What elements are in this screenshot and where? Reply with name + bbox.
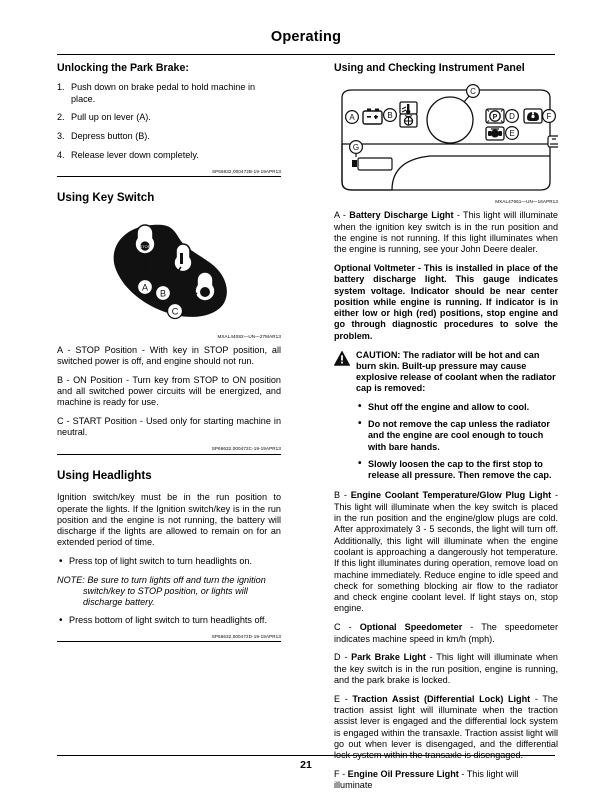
left-column <box>57 62 281 642</box>
instrument-entry-e: E - Traction Assist (Differential Lock) Light - The traction assist light will illuminate when the traction assist lever is engaged and the differential lock system is engaged within the transaxle. Traction assist light will go out when lever is disengaged, and the differential lock system within the transaxle is disengaged. <box>334 693 558 761</box>
callout-a <box>138 279 153 294</box>
park-brake-heading: Unlocking the Park Brake: <box>57 62 189 74</box>
page-header <box>57 30 555 46</box>
instrument-panel-diagram <box>334 82 558 198</box>
page-number: 21 <box>300 759 312 771</box>
right-column <box>334 62 558 792</box>
callout-c <box>168 303 183 318</box>
section-unlocking-park-brake <box>57 62 281 177</box>
instrument-entry-f: F - Engine Oil Pressure Light - This light will illuminate <box>334 769 519 791</box>
footer-divider <box>57 755 555 756</box>
list-item: • Press bottom of light switch to turn headlights off. <box>57 615 281 626</box>
engine-oil-pressure-light-icon <box>524 109 542 123</box>
section-divider <box>57 454 281 455</box>
section-divider <box>57 176 281 177</box>
entry-letter: E <box>334 693 341 704</box>
instrument-entry-d: D - Park Brake Light - This light will illuminate when the key switch is in the run position, engine is running, and the park brake is locked. <box>334 652 558 685</box>
battery-discharge-light-icon <box>363 109 382 125</box>
reference-code: SP66632,000472C-19-19APR13 <box>211 446 281 452</box>
callout-a <box>346 111 359 124</box>
instrument-entry-a: A - Battery Discharge Light - This light will illuminate when the ignition key switch is in the run position and the engine is not running. If this light illuminates when the engine is running, see your John Deere dealer. <box>334 210 558 255</box>
headlights-on-bullets <box>57 556 281 567</box>
caution-bullets <box>356 402 558 482</box>
auxiliary-icon <box>548 136 558 147</box>
entry-letter: A <box>334 210 340 221</box>
svg-text:P: P <box>492 114 498 122</box>
step-number: 4. <box>57 149 65 160</box>
key-switch-item-c: C - START Position - Used only for starting machine in neutral. <box>57 416 281 438</box>
entry-title: Engine Oil Pressure Light <box>347 769 459 779</box>
instrument-panel-heading: Using and Checking Instrument Panel <box>334 62 525 74</box>
list-item <box>57 82 281 105</box>
step-number: 1. <box>57 82 65 93</box>
key-switch-item-b: B - ON Position - Turn key from STOP to ON position and all switched power circuits will be energized, and machine is ready for use. <box>57 374 281 408</box>
svg-text:C: C <box>171 306 179 317</box>
step-number: 2. <box>57 112 65 123</box>
callout-d <box>506 110 519 123</box>
list-item: • Do not remove the cap unless the radiator and the engine are cool enough to touch with bare hands. <box>356 419 558 453</box>
entry-letter: F <box>334 769 340 779</box>
entry-title: Battery Discharge Light <box>349 210 454 221</box>
list-item <box>57 131 281 142</box>
svg-text:F: F <box>546 112 552 122</box>
svg-text:B: B <box>159 288 167 299</box>
callout-g <box>350 141 363 154</box>
step-text: Release lever down completely. <box>71 149 199 160</box>
callout-f <box>543 110 556 123</box>
figure-code: MXAL44082—UN—27MAR13 <box>217 333 281 339</box>
entry-title: Park Brake Light <box>351 652 426 663</box>
key-position-b-icon <box>174 244 192 272</box>
list-item <box>57 150 281 161</box>
traction-assist-light-icon <box>486 127 504 140</box>
step-text: Pull up on lever (A). <box>71 112 151 123</box>
svg-text:A: A <box>141 282 149 293</box>
entry-body: - The traction assist light will illuminate when the traction assist lever is engaged and the differential lock system is engaged within the transaxle. Traction assist light will go out when lever is disengaged, and the differential lock system within the transaxle is disengaged. <box>334 693 558 761</box>
headlights-intro: Ignition switch/key must be in the run position to operate the lights. If the Ignition switch/key is in the run position and the engine is not running, the battery will discharge if the lights are allowed to remain on for an extended period of time. <box>57 492 281 548</box>
svg-text:D: D <box>509 112 515 122</box>
reference-code: SP66632,000472B-19-19APR13 <box>211 168 281 174</box>
svg-text:STOP: STOP <box>139 243 151 249</box>
step-text: Depress button (B). <box>71 131 150 142</box>
key-position-a-icon <box>135 225 155 254</box>
park-brake-steps <box>57 82 281 161</box>
caution-block <box>334 350 558 482</box>
entry-letter: B <box>334 490 341 501</box>
section-using-headlights <box>57 469 281 642</box>
entry-title: Optional Speedometer <box>359 622 463 633</box>
svg-text:E: E <box>509 129 515 139</box>
step-number: 3. <box>57 131 65 142</box>
list-item <box>57 112 281 123</box>
callout-b <box>384 109 397 122</box>
entry-title: Engine Coolant Temperature/Glow Plug Light <box>350 490 552 501</box>
key-switch-figure <box>57 215 281 333</box>
optional-voltmeter-note: Optional Voltmeter - This is installed in place of the battery discharge light. This gauge indicates system voltage. Indicator should be near center position while engine is running. If indicator is in either low or high (red) positions, stop engine and go through diagnostic procedures to solve the problem. <box>334 262 558 341</box>
entry-body: - This light will illuminate when the ignition key switch is in the run position and the engine is not running. If this light illuminates when the engine is running, see your John Deere dealer. <box>334 210 558 255</box>
header-divider <box>57 54 555 55</box>
entry-letter: D <box>334 652 341 663</box>
section-using-key-switch <box>57 191 281 455</box>
caution-text: CAUTION: The radiator will be hot and can burn skin. Built-up pressure may cause explosive release of coolant when the radiator cap is removed: <box>356 349 556 394</box>
headlights-off-bullets <box>57 615 281 626</box>
list-item: • Press top of light switch to turn headlights on. <box>57 556 281 567</box>
entry-body: - The speedometer indicates machine speed in km/h (mph). <box>334 622 558 644</box>
entry-body: - This light will illuminate <box>334 769 519 791</box>
step-text: Push down on brake pedal to hold machine in place. <box>71 82 256 104</box>
speedometer-dial <box>427 97 473 143</box>
coolant-temp-glow-plug-icon <box>400 102 417 127</box>
list-item: • Slowly loosen the cap to the first stop to release all pressure. Then remove the cap. <box>356 459 558 482</box>
headlights-heading: Using Headlights <box>57 468 152 482</box>
reference-code: SP66632,000472D-19-19APR13 <box>211 633 281 639</box>
svg-text:G: G <box>352 143 360 153</box>
key-switch-heading: Using Key Switch <box>57 191 155 205</box>
svg-text:B: B <box>387 111 393 121</box>
entry-title: Traction Assist (Differential Lock) Light <box>352 693 531 704</box>
instrument-entry-c: C - Optional Speedometer - The speedometer indicates machine speed in km/h (mph). <box>334 622 558 644</box>
key-position-c-icon <box>195 272 215 301</box>
callout-e <box>506 127 519 140</box>
entry-letter: C <box>334 622 341 633</box>
display-window <box>352 158 392 170</box>
svg-text:A: A <box>349 113 355 123</box>
callout-c <box>467 85 480 98</box>
list-item: • Shut off the engine and allow to cool. <box>356 402 558 413</box>
key-switch-diagram <box>57 215 281 333</box>
headlights-note: NOTE: Be sure to turn lights off and turn the ignition switch/key to STOP position, or lights will discharge battery. <box>57 574 266 608</box>
callout-b <box>156 285 171 300</box>
instrument-panel-figure <box>334 82 558 198</box>
section-divider <box>57 641 281 642</box>
key-switch-item-a: A - STOP Position - With key in STOP position, all switched power is off, and engine should not run. <box>57 344 281 366</box>
figure-code: MXAL47661—UN—16APR13 <box>495 199 558 205</box>
warning-triangle-icon <box>334 351 350 366</box>
page-title: Operating <box>270 29 342 45</box>
instrument-entry-b: B - Engine Coolant Temperature/Glow Plug Light - This light will illuminate when the key switch is placed in the run position and the engine/glow plugs are cold. After approximately 3 - 5 seconds, the light will turn off. Additionally, this light will illuminate when the engine coolant is approaching a dangerously hot temperature. If this light illuminates during operation, remove load on machine immediately. Reduce engine to idle speed and check for something blocking air flow to the radiator and check engine coolant level. If light stays on, stop engine. <box>334 490 558 614</box>
entry-body: - This light will illuminate when the key switch is in the run position, engine is running, and the park brake is locked. <box>334 652 558 685</box>
park-brake-light-icon <box>486 109 504 123</box>
entry-body: - This light will illuminate when the key switch is placed in the run position and the engine/glow plugs are cold. After approximately 3 - 5 seconds, the light will turn off. Additionally, this light will illuminate when the engine coolant is approaching a dangerously hot temperature. If this light illuminates during operation, remove load on machine immediately. Reduce engine to idle speed and check for something blocking air flow to the radiator and check engine coolant level. If light stays on, stop engine. <box>334 490 558 614</box>
svg-text:C: C <box>470 87 476 97</box>
